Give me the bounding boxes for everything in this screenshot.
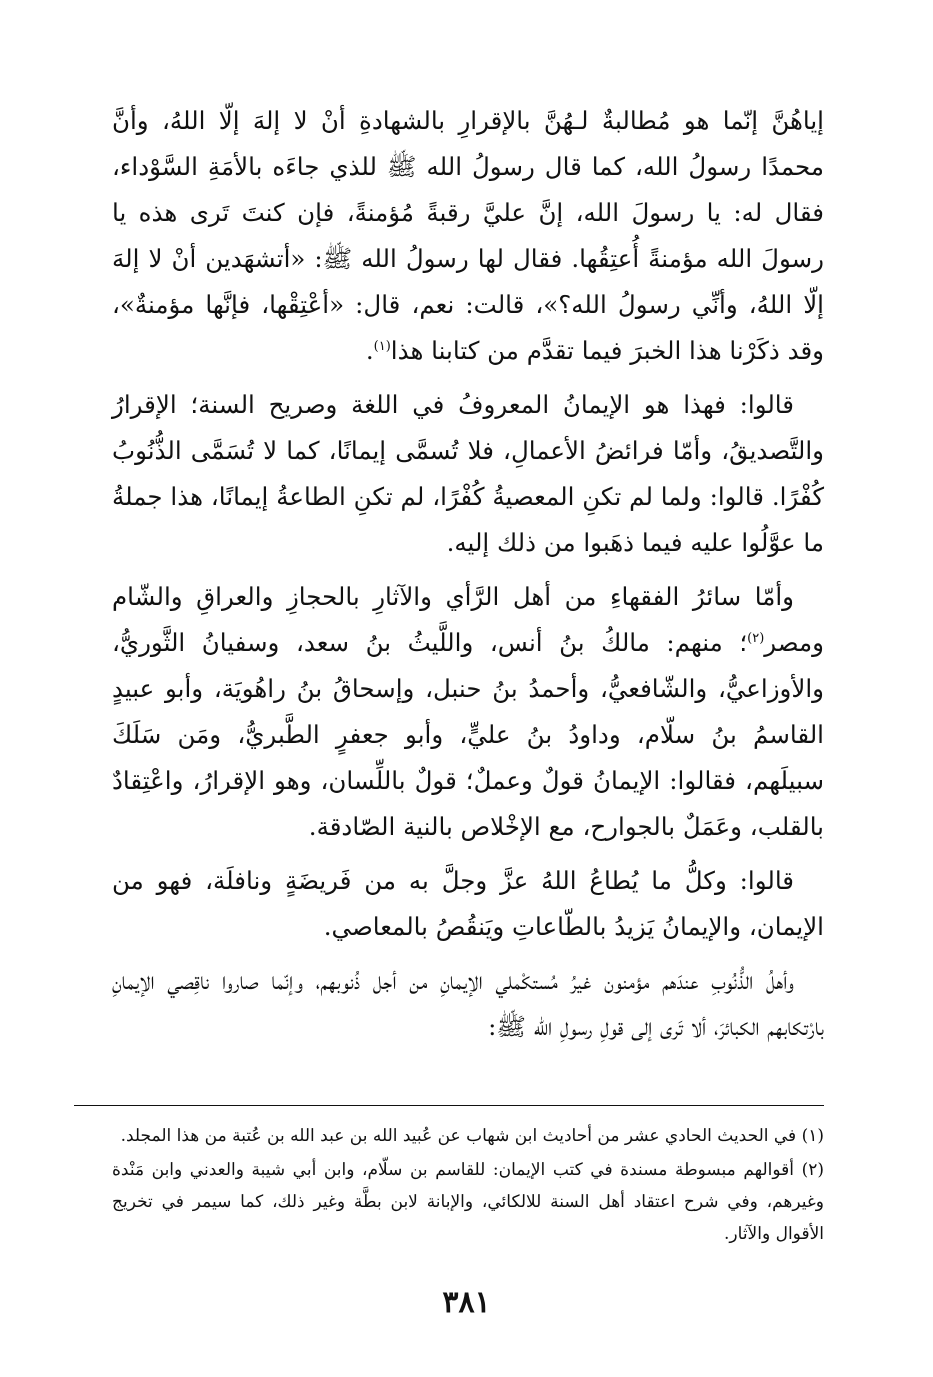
footnote-separator [74, 1105, 824, 1106]
page-body [112, 98, 824, 1050]
footnote-2: (٢) أقوالهم مبسوطة مسندة في كتب الإيمان: للقاسم بن سلّام، وابن أبي شيبة والعدني وابن مَنْدة وغيرهم، وفي شرح اعتقاد أهل السنة للالكائي، والإبانة لابن بطَّة وغير ذلك، كما سيمر في تخريج الأقوال والآثار. [112, 1160, 824, 1244]
body-paragraph-1 [112, 98, 824, 374]
footnote-ref-2[interactable]: (٢) [747, 630, 765, 646]
paragraph-3-rest: ؛ منهم: مالكُ بنُ أنس، واللَّيثُ بنُ سعد، وسفيانُ الثَّوريُّ، والأوزاعيُّ، والشّافعيُّ، وأحمدُ بنُ حنبل، وإسحاقُ بنُ راهُويَة، وأبو عبيدٍ القاسمُ بنُ سلّام، وداودُ بنُ عليٍّ، وأبو جعفرٍ الطَّبريُّ، ومَن سَلَكَ سبيلَهم، فقالوا: الإيمانُ قولٌ وعملٌ؛ قولٌ باللِّسان، وهو الإقرارُ، واعْتِقادٌ بالقلب، وعَمَلٌ بالجوارح، مع الإخْلاص بالنية الصّادقة. [112, 628, 824, 841]
paragraph-1-end: . [365, 336, 374, 365]
footnote-ref-1[interactable]: (١) [373, 338, 391, 354]
body-paragraph-3 [112, 574, 824, 850]
body-paragraph-5: وأهلُ الذُّنُوبِ عندَهم مؤمنون غيرُ مُستكْملي الإيمانِ من أجل ذُنوبهم، وإنّما صاروا ناقِصي الإيمانِ بارْتكابهم الكبائرَ، ألا تَرى إلى قولِ رسولِ الله ﷺ: [112, 966, 824, 1041]
paragraph-3-text: وأمّا سائرُ الفقهاءِ من أهل الرَّأي والآثارِ بالحجازِ والعراقِ والشّام ومصر [112, 582, 824, 657]
page-number: ٣٨١ [442, 1285, 491, 1320]
paragraph-1-text: إياهُنَّ إنّما هو مُطالبةٌ لـهُنَّ بالإقرارِ بالشهادةِ أنْ لا إلهَ إلّا اللهُ، وأنَّ محمدًا رسولُ الله، كما قال رسولُ الله ﷺ للذي جاءَه بالأمَةِ السَّوْداء، فقال له: يا رسولَ الله، إنَّ عليَّ رقبةً مُؤمنةً، فإن كنتَ تَرى هذه يا رسولَ الله مؤمنةً أُعتِقُها. فقال لها رسولُ الله ﷺ: «أتشهَدين أنْ لا إلهَ إلّا اللهُ، وأنِّي رسولُ الله؟»، قالت: نعم، قال: «أعْتِقْها، فإنَّها مؤمنةٌ»، وقد ذكَرْنا هذا الخبرَ فيما تقدَّم من كتابنا هذا [112, 106, 824, 365]
body-paragraph-4: قالوا: وكلُّ ما يُطاعُ اللهُ عزَّ وجلَّ به من فَريضَةٍ ونافلَة، فهو من الإيمان، والإيمانُ يَزيدُ بالطّاعاتِ ويَنقُصُ بالمعاصي. [112, 866, 824, 941]
body-paragraph-2: قالوا: فهذا هو الإيمانُ المعروفُ في اللغة وصريح السنة؛ الإقرارُ والتَّصديقُ، وأمّا فرائضُ الأعمالِ، فلا تُسمَّى إيمانًا، كما لا تُسَمَّى الذُّنُوبُ كُفْرًا. قالوا: ولما لم تكنِ المعصيةُ كُفْرًا، لم تكنِ الطاعةُ إيمانًا، هذا جملةُ ما عوَّلُوا عليه فيما ذهَبوا من ذلك إليه. [112, 390, 824, 557]
footnote-1: (١) في الحديث الحادي عشر من أحاديث ابن شهاب عن عُبيد الله بن عبد الله بن عُتبة من هذا المجلد. [120, 1126, 824, 1146]
footnotes-section [112, 1120, 824, 1250]
